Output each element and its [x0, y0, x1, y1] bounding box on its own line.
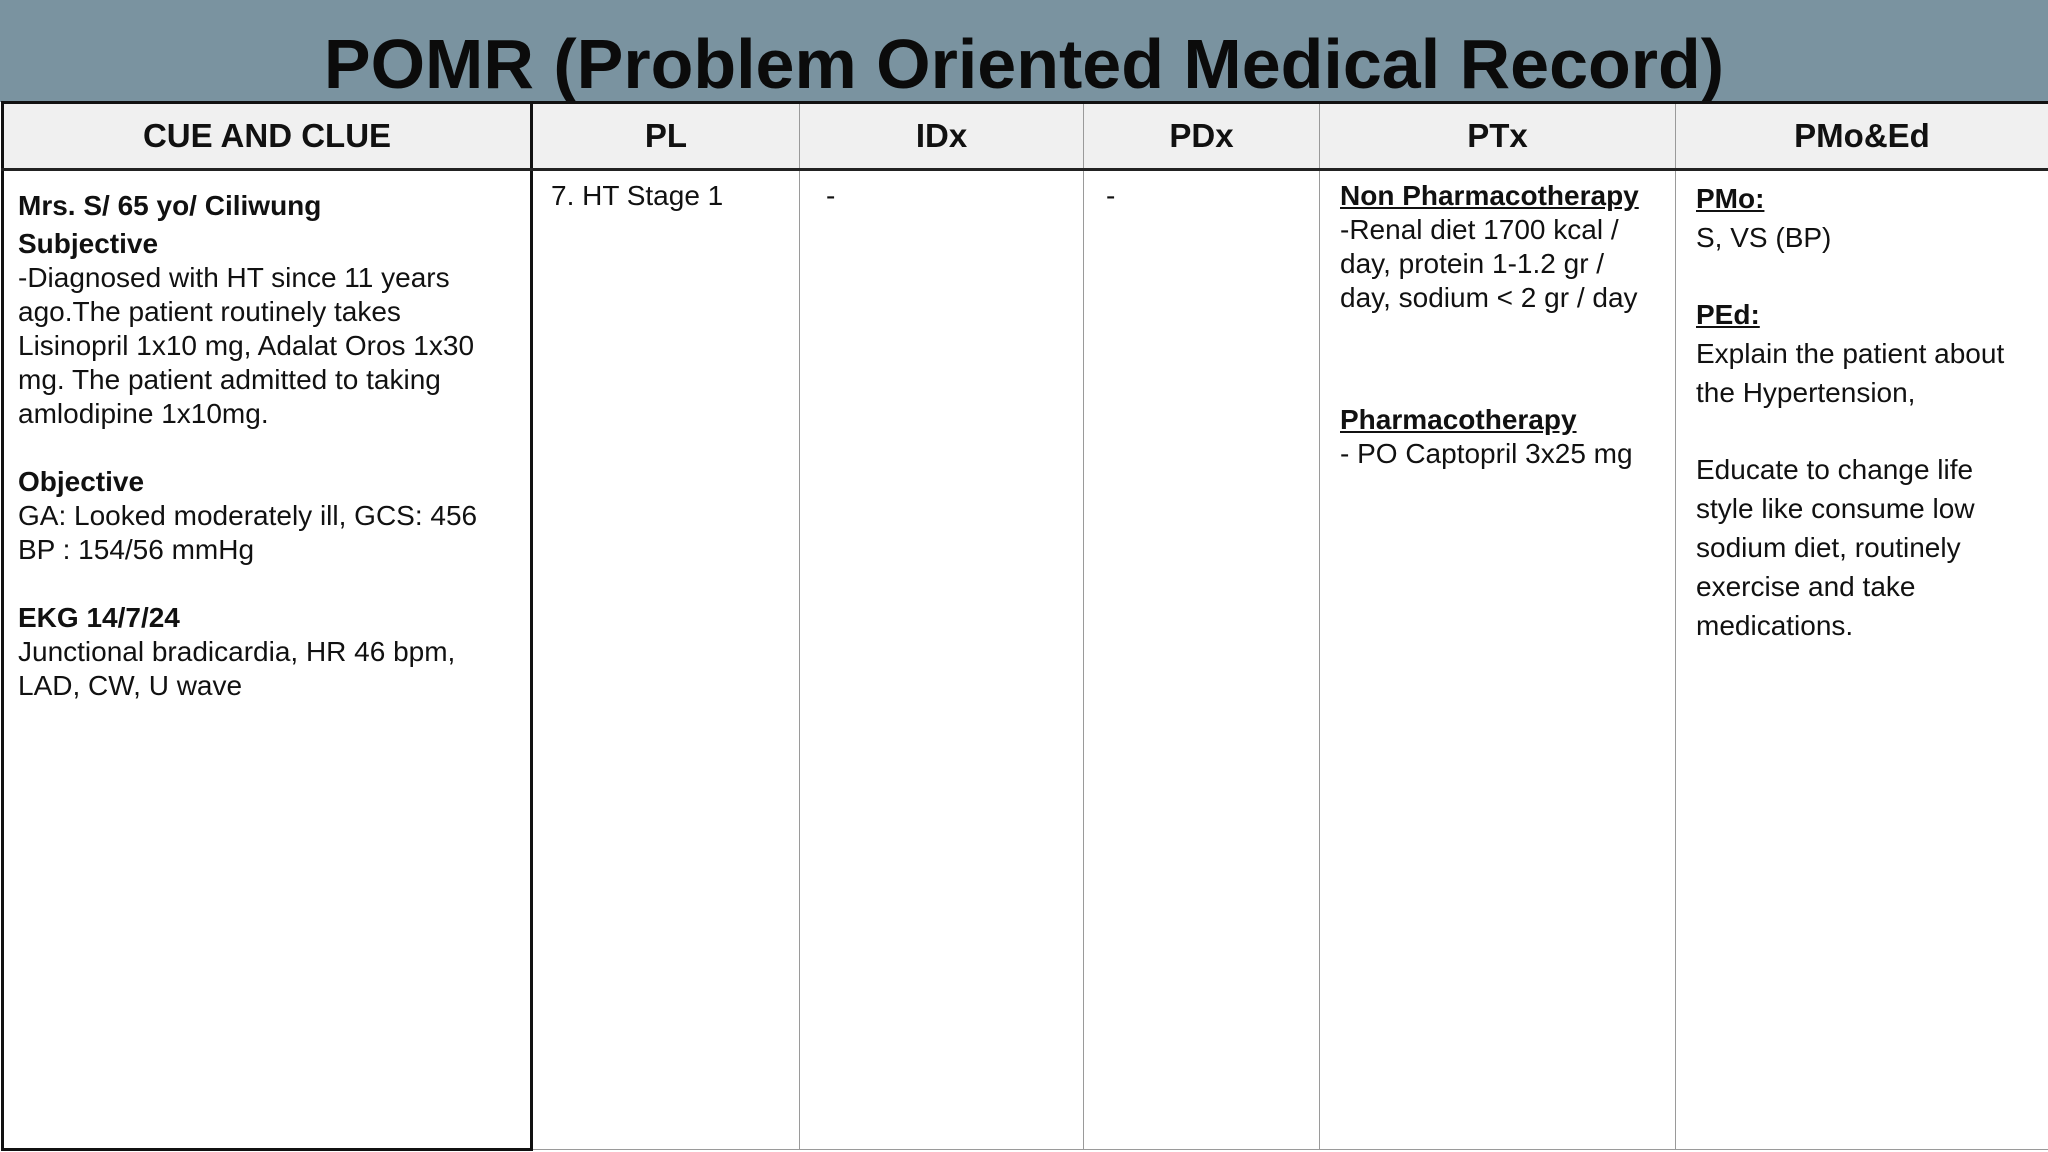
idx-value: - [826, 180, 836, 211]
column-header-idx: IDx [800, 103, 1084, 170]
subjective-line: amlodipine 1x10mg. [18, 398, 269, 429]
table-row [3, 170, 2048, 1150]
ped-heading: PEd: [1696, 299, 1760, 330]
objective-line: GA: Looked moderately ill, GCS: 456 [18, 500, 478, 531]
column-header-cue-and-clue: CUE AND CLUE [3, 103, 532, 170]
subjective-line: ago.The patient routinely takes [18, 296, 401, 327]
ped-line: Explain the patient about [1696, 338, 2005, 369]
subjective-line: -Diagnosed with HT since 11 years [18, 262, 450, 293]
ped-line: the Hypertension, [1696, 377, 1916, 408]
ped-line: exercise and take [1696, 571, 1916, 602]
pomr-table [1, 101, 2048, 1151]
column-header-pl: PL [532, 103, 800, 170]
pdx-value: - [1106, 180, 1116, 211]
non-pharmacotherapy-line: day, protein 1-1.2 gr / [1340, 248, 1605, 279]
subjective-heading: Subjective [18, 228, 159, 259]
ped-line: style like consume low [1696, 493, 1975, 524]
column-header-ptx: PTx [1320, 103, 1676, 170]
ped-line: Educate to change life [1696, 454, 1974, 485]
subjective-line: mg. The patient admitted to taking [18, 364, 441, 395]
column-header-pmo-ed: PMo&Ed [1676, 103, 2048, 170]
problem-list-item: 7. HT Stage 1 [551, 180, 724, 211]
pmo-ed-cell [1676, 170, 2048, 1150]
non-pharmacotherapy-line: day, sodium < 2 gr / day [1340, 282, 1638, 313]
ped-line: sodium diet, routinely [1696, 532, 1961, 563]
pharmacotherapy-heading: Pharmacotherapy [1340, 404, 1577, 435]
pdx-cell [1084, 170, 1320, 1150]
ekg-line: Junctional bradicardia, HR 46 bpm, [18, 636, 456, 667]
page-title: POMR (Problem Oriented Medical Record) [323, 25, 1725, 103]
ptx-cell [1320, 170, 1676, 1150]
pmo-text: S, VS (BP) [1696, 222, 1832, 253]
non-pharmacotherapy-line: -Renal diet 1700 kcal / [1340, 214, 1619, 245]
objective-line: BP : 154/56 mmHg [18, 534, 255, 565]
cue-and-clue-cell [3, 170, 532, 1150]
header-row [3, 103, 2048, 170]
ped-line: medications. [1696, 610, 1854, 641]
ekg-line: LAD, CW, U wave [18, 670, 243, 701]
pmo-heading: PMo: [1696, 183, 1765, 214]
non-pharmacotherapy-heading: Non Pharmacotherapy [1340, 180, 1639, 211]
subjective-line: Lisinopril 1x10 mg, Adalat Oros 1x30 [18, 330, 475, 361]
idx-cell [800, 170, 1084, 1150]
column-header-pdx: PDx [1084, 103, 1320, 170]
pharmacotherapy-line: - PO Captopril 3x25 mg [1340, 438, 1633, 469]
objective-heading: Objective [18, 466, 145, 497]
ekg-heading: EKG 14/7/24 [18, 602, 180, 633]
pl-cell [532, 170, 800, 1150]
patient-identity: Mrs. S/ 65 yo/ Ciliwung [18, 190, 322, 221]
